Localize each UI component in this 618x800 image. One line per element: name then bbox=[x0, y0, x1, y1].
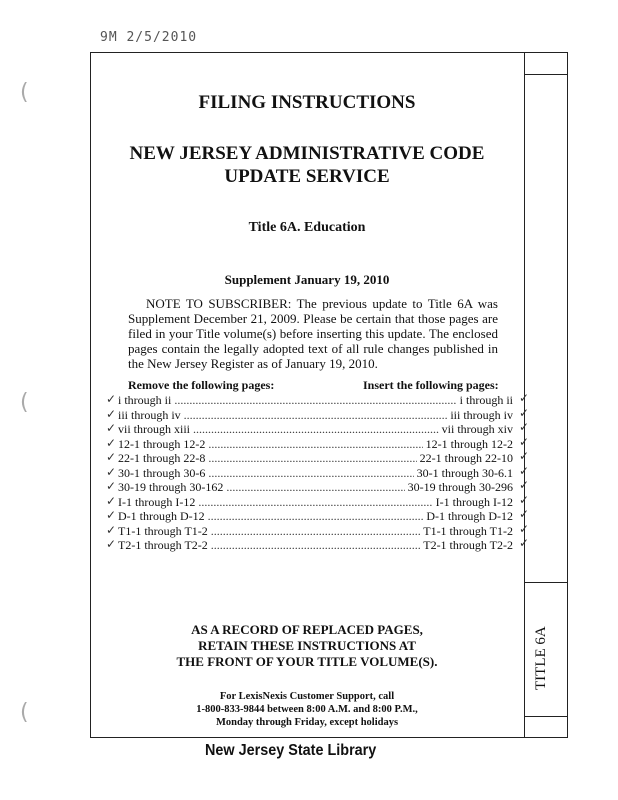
sidebar-rule bbox=[525, 74, 568, 75]
insert-pages: 30-1 through 30-6.1 bbox=[416, 465, 513, 480]
customer-support-info bbox=[90, 690, 524, 729]
subtitle-line-1: NEW JERSEY ADMINISTRATIVE CODE bbox=[129, 143, 485, 164]
insert-pages: 12-1 through 12-2 bbox=[425, 436, 513, 451]
record-line: AS A RECORD OF REPLACED PAGES, bbox=[191, 622, 423, 637]
subscriber-note: NOTE TO SUBSCRIBER: The previous update to Title 6A was Supplement December 21, 2009. Please be certain that those pages are filed in your Title volume(s) before inserting this update. The enclosed pages contain the legally adopted text of all rule changes published in the New Jersey Register as of January 19, 2010. bbox=[128, 296, 498, 371]
insert-pages: T1-1 through T1-2 bbox=[423, 523, 513, 538]
page-row bbox=[106, 507, 529, 524]
handwritten-note: 9M 2/5/2010 bbox=[100, 30, 198, 45]
support-line: Monday through Friday, except holidays bbox=[215, 717, 399, 728]
insert-pages: T2-1 through T2-2 bbox=[423, 538, 513, 552]
check-mark-icon: ✓ bbox=[106, 392, 117, 406]
dot-leader bbox=[208, 437, 422, 452]
check-mark-icon: ✓ bbox=[106, 508, 117, 522]
remove-pages: 30-1 through 30-6 bbox=[118, 465, 206, 480]
insert-heading: Insert the following pages: bbox=[363, 378, 499, 392]
dot-leader bbox=[226, 480, 404, 495]
binder-hole-mark-top: ( bbox=[20, 80, 29, 105]
dot-leader bbox=[198, 495, 432, 510]
library-stamp: New Jersey State Library bbox=[205, 742, 377, 759]
check-mark-icon: ✓ bbox=[518, 434, 529, 449]
dot-leader bbox=[193, 422, 439, 437]
insert-pages: iii through iv bbox=[450, 407, 513, 422]
dot-leader bbox=[184, 408, 448, 423]
page-row bbox=[106, 536, 529, 553]
support-line: For LexisNexis Customer Support, call bbox=[219, 691, 395, 702]
dot-leader bbox=[208, 466, 413, 481]
dot-leader bbox=[208, 451, 416, 466]
dot-leader bbox=[211, 538, 420, 553]
record-instruction bbox=[90, 622, 524, 670]
subtitle-line-2: UPDATE SERVICE bbox=[224, 166, 390, 187]
page-row bbox=[106, 521, 529, 539]
check-mark-icon: ✓ bbox=[518, 521, 529, 536]
page-row bbox=[106, 478, 529, 495]
page-row bbox=[106, 492, 529, 510]
dot-leader bbox=[211, 524, 420, 539]
dot-leader bbox=[208, 509, 424, 524]
insert-pages: 30-19 through 30-296 bbox=[407, 480, 513, 494]
insert-pages: I-1 through I-12 bbox=[435, 494, 513, 509]
insert-pages: 22-1 through 22-10 bbox=[419, 451, 513, 465]
dot-leader bbox=[174, 393, 456, 408]
sidebar-rule bbox=[525, 582, 568, 583]
title-tab-label: TITLE 6A bbox=[533, 626, 549, 690]
remove-pages: D-1 through D-12 bbox=[118, 509, 205, 523]
page-list bbox=[106, 391, 529, 553]
page-row bbox=[106, 463, 529, 481]
check-mark-icon: ✓ bbox=[106, 493, 117, 508]
check-mark-icon: ✓ bbox=[518, 507, 529, 521]
remove-pages: 22-1 through 22-8 bbox=[118, 451, 206, 465]
record-line: RETAIN THESE INSTRUCTIONS AT bbox=[198, 638, 416, 653]
page-title: FILING INSTRUCTIONS bbox=[198, 92, 416, 113]
check-mark-icon: ✓ bbox=[106, 479, 117, 493]
page-row bbox=[106, 449, 529, 466]
page-row bbox=[106, 420, 529, 437]
title-volume: Title 6A. Education bbox=[248, 220, 366, 235]
check-mark-icon: ✓ bbox=[518, 405, 529, 420]
insert-pages: i through ii bbox=[459, 393, 513, 407]
page-row bbox=[106, 391, 529, 408]
check-mark-icon: ✓ bbox=[106, 537, 117, 551]
binder-hole-mark-bottom: ( bbox=[20, 700, 29, 725]
check-mark-icon: ✓ bbox=[518, 492, 529, 507]
remove-pages: vii through xiii bbox=[118, 422, 190, 436]
page-row bbox=[106, 434, 529, 452]
supplement-date: Supplement January 19, 2010 bbox=[224, 272, 390, 287]
check-mark-icon: ✓ bbox=[106, 464, 117, 479]
sidebar-rule bbox=[525, 716, 568, 717]
check-mark-icon: ✓ bbox=[106, 522, 117, 537]
record-line: THE FRONT OF YOUR TITLE VOLUME(S). bbox=[176, 654, 438, 669]
check-mark-icon: ✓ bbox=[518, 536, 529, 550]
check-mark-icon: ✓ bbox=[518, 478, 529, 492]
support-line: 1-800-833-9844 between 8:00 A.M. and 8:00 P.M., bbox=[196, 704, 418, 715]
check-mark-icon: ✓ bbox=[518, 463, 529, 478]
remove-pages: T1-1 through T1-2 bbox=[118, 523, 208, 538]
remove-pages: 12-1 through 12-2 bbox=[118, 436, 206, 451]
insert-pages: vii through xiv bbox=[441, 422, 513, 436]
remove-pages: T2-1 through T2-2 bbox=[118, 538, 208, 552]
check-mark-icon: ✓ bbox=[106, 450, 117, 464]
insert-pages: D-1 through D-12 bbox=[426, 509, 513, 523]
check-mark-icon: ✓ bbox=[518, 449, 529, 463]
page-row bbox=[106, 405, 529, 423]
check-mark-icon: ✓ bbox=[518, 391, 529, 405]
remove-pages: i through ii bbox=[118, 393, 172, 407]
check-mark-icon: ✓ bbox=[106, 406, 117, 421]
check-mark-icon: ✓ bbox=[518, 420, 529, 434]
check-mark-icon: ✓ bbox=[106, 435, 117, 450]
remove-pages: iii through iv bbox=[118, 407, 181, 422]
remove-heading: Remove the following pages: bbox=[128, 378, 275, 392]
check-mark-icon: ✓ bbox=[106, 421, 117, 435]
remove-pages: I-1 through I-12 bbox=[118, 494, 196, 509]
remove-pages: 30-19 through 30-162 bbox=[118, 480, 224, 494]
binder-hole-mark-middle: ( bbox=[20, 390, 29, 415]
